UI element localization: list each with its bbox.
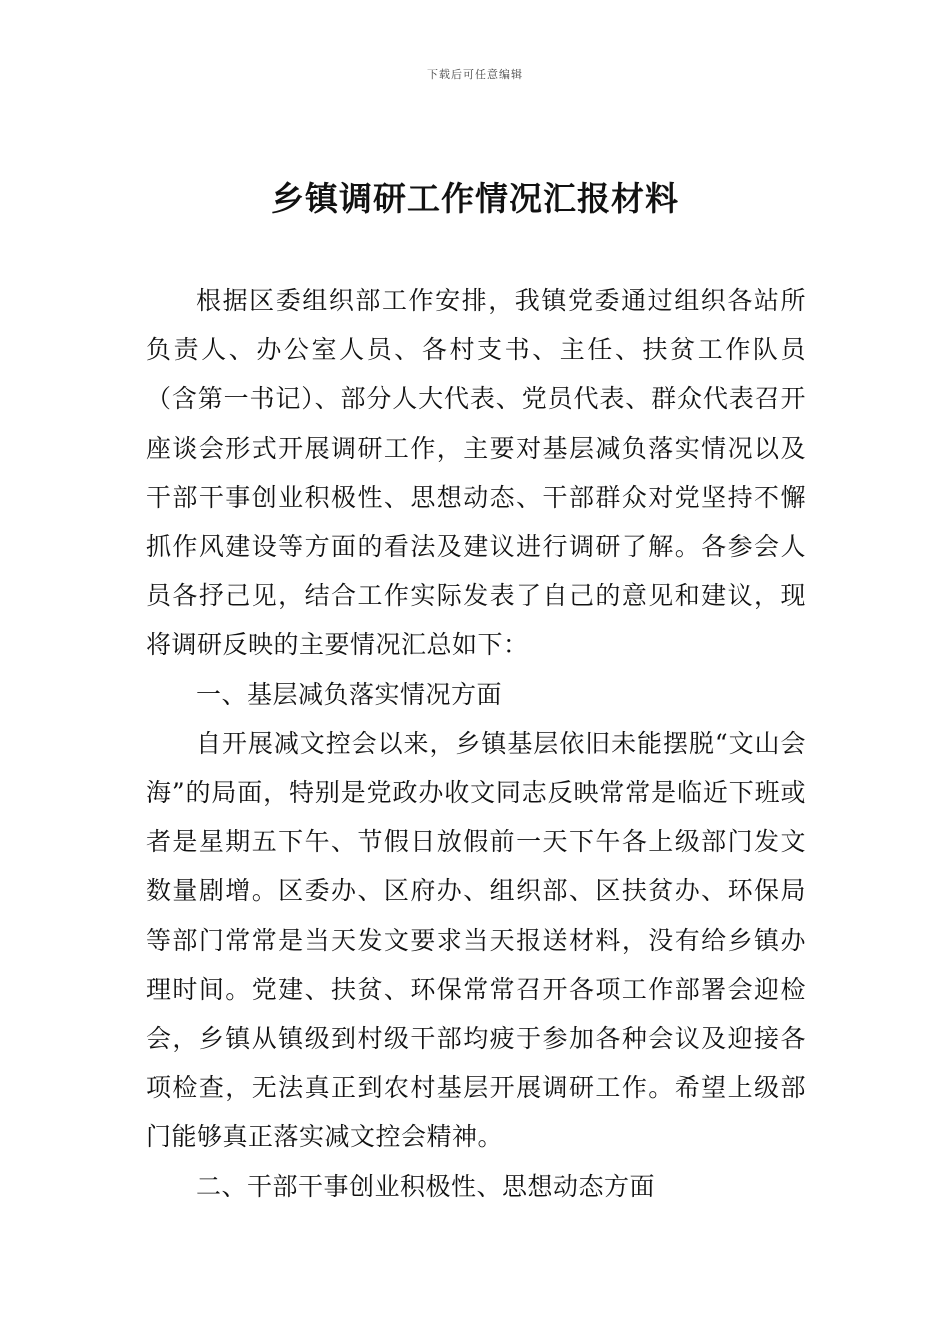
header-note: 下载后可任意编辑 <box>427 68 523 81</box>
document-body <box>146 276 806 1211</box>
document-title: 乡镇调研工作情况汇报材料 <box>271 179 679 218</box>
section-1-paragraph: 自开展减文控会以来，乡镇基层依旧未能摆脱“文山会海”的局面，特别是党政办收文同志反映常常是临近下班或者是星期五下午、节假日放假前一天下午各上级部门发文数量剧增。区委办、区府办、组织部、区扶贫办、环保局等部门常常是当天发文要求当天报送材料，没有给乡镇办理时间。党建、扶贫、环保常常召开各项工作部署会迎检会，乡镇从镇级到村级干部均疲于参加各种会议及迎接各项检查，无法真正到农村基层开展调研工作。希望上级部门能够真正落实减文控会精神。 <box>146 728 806 1152</box>
section-heading-2: 二、干部干事创业积极性、思想动态方面 <box>196 1171 656 1201</box>
intro-paragraph: 根据区委组织部工作安排，我镇党委通过组织各站所负责人、办公室人员、各村支书、主任、扶贫工作队员（含第一书记）、部分人大代表、党员代表、群众代表召开座谈会形式开展调研工作，主要对基层减负落实情况以及干部干事创业积极性、思想动态、干部群众对党坚持不懈抓作风建设等方面的看法及建议进行调研了解。各参会人员各抒己见，结合工作实际发表了自己的意见和建议，现将调研反映的主要情况汇总如下： <box>146 286 806 660</box>
section-heading-1: 一、基层减负落实情况方面 <box>196 679 503 709</box>
